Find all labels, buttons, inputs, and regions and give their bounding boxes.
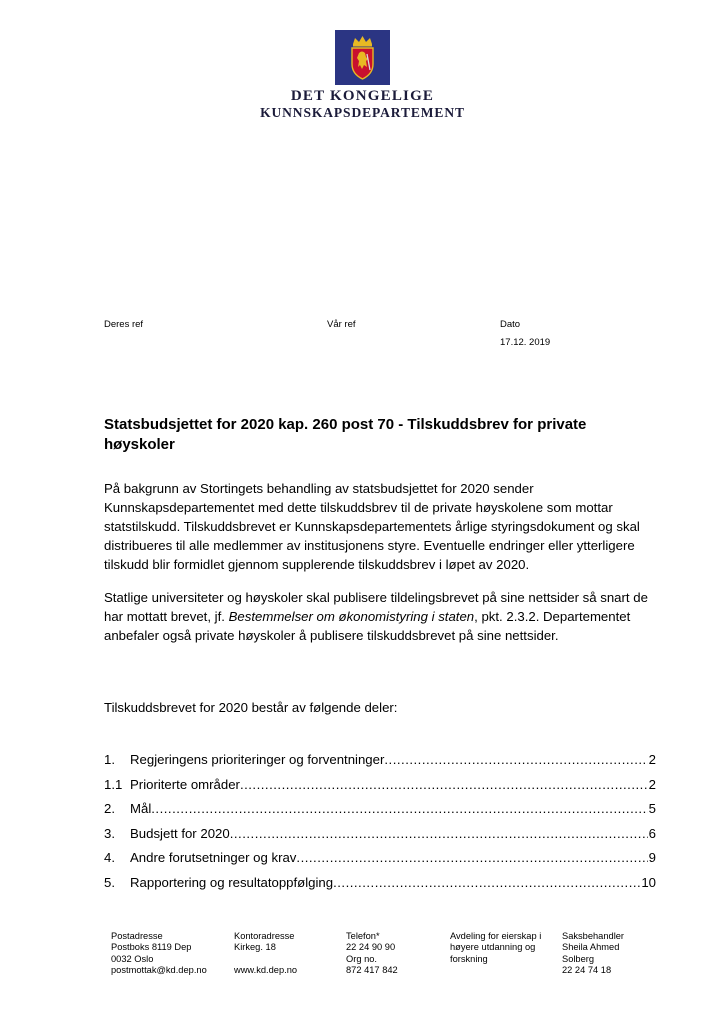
paragraph-publish-reference: Bestemmelser om økonomistyring i staten [228, 609, 475, 624]
footer-line: 872 417 842 [346, 964, 398, 975]
paragraph-publish-part2: , pkt. 2.3.2. Departementet anbefaler også private høyskoler å publisere tilskuddsbrevet på sine nettsider. [104, 609, 631, 643]
toc-entry[interactable] [104, 752, 656, 777]
toc-title: Andre forutsetninger og krav [130, 850, 297, 865]
toc-page: 10 [641, 874, 656, 890]
toc-number: 1. [104, 752, 115, 767]
footer-label: Telefon* [346, 931, 380, 941]
toc-number: 1.1 [104, 776, 123, 792]
paragraph-publish-part1: Statlige universiteter og høyskoler skal publisere tildelingsbrevet på sine nettsider så snart de har mottatt brevet, jf. [104, 590, 648, 624]
paragraph-publish [104, 588, 664, 645]
toc-number: 4. [104, 850, 115, 865]
toc-entry[interactable] [104, 777, 656, 802]
ministry-logo [255, 30, 470, 120]
footer-saksbehandler [562, 931, 624, 976]
footer-line: Avdeling for eierskap i [450, 931, 542, 941]
toc-title: Regjeringens prioriteringer og forventninger [130, 752, 385, 767]
toc-title: Rapportering og resultatoppfølging [130, 874, 334, 890]
footer-telefon [346, 931, 398, 976]
toc-title: Mål [130, 801, 152, 816]
deres-ref-label: Deres ref [104, 319, 144, 330]
toc-entry[interactable] [104, 875, 656, 900]
footer-line: Kirkeg. 18 [234, 942, 276, 953]
footer-label: Postadresse [111, 931, 163, 941]
footer-line: Sheila Ahmed [562, 942, 620, 953]
footer-line: høyere utdanning og [450, 942, 536, 953]
table-of-contents [104, 752, 656, 899]
footer-line: 0032 Oslo [111, 953, 154, 964]
toc-number: 3. [104, 825, 115, 841]
footer-postadresse [111, 931, 207, 976]
toc-leader [230, 826, 648, 841]
toc-number: 2. [104, 801, 115, 816]
toc-title: Budsjett for 2020 [130, 825, 230, 841]
toc-entry[interactable] [104, 801, 656, 826]
toc-entry[interactable] [104, 826, 656, 851]
logo-title-line2: KUNNSKAPSDEPARTEMENT [260, 105, 465, 120]
toc-page: 2 [648, 752, 656, 767]
paragraph-contents-intro: Tilskuddsbrevet for 2020 består av følgende deler: [104, 700, 398, 715]
footer-label: Kontoradresse [234, 931, 295, 941]
toc-leader [333, 875, 640, 890]
toc-entry[interactable] [104, 850, 656, 875]
footer-line: Postboks 8119 Dep [111, 942, 192, 953]
toc-page: 5 [648, 801, 656, 816]
toc-leader [240, 777, 648, 792]
toc-leader [296, 850, 647, 865]
dato-value: 17.12. 2019 [500, 337, 551, 348]
toc-number: 5. [104, 874, 115, 890]
var-ref-label: Vår ref [327, 319, 356, 330]
footer-line [234, 954, 297, 965]
logo-title-line1: DET KONGELIGE [290, 88, 435, 104]
toc-leader [151, 801, 647, 816]
toc-page: 6 [648, 825, 656, 841]
footer-email[interactable]: postmottak@kd.dep.no [111, 964, 207, 975]
footer-line: forskning [450, 953, 488, 964]
toc-leader [384, 752, 647, 767]
footer-line: 22 24 90 90 [346, 942, 396, 953]
toc-title: Prioriterte områder [130, 776, 240, 792]
footer-label: Saksbehandler [562, 931, 625, 941]
footer-kontoradresse [234, 931, 297, 976]
paragraph-intro: På bakgrunn av Stortingets behandling av statsbudsjettet for 2020 sender Kunnskapsdepartementet med dette tilskuddsbrev til de private høyskolene som mottar statstilskudd. Tilskuddsbrevet er Kunnskapsdepartementets årlige styringsdokument og skal distribueres til alle medlemmer av institusjonens styre. Eventuelle endringer eller ytterligere tilskudd blir formidlet gjennom supplerende tilskuddsbrev i løpet av 2020. [104, 481, 640, 572]
footer-line: Solberg [562, 953, 595, 964]
footer-avdeling [450, 931, 541, 965]
dato-label: Dato [500, 319, 521, 330]
toc-page: 9 [648, 850, 656, 865]
footer-line: Org no. [346, 953, 378, 964]
footer-website[interactable]: www.kd.dep.no [234, 964, 298, 975]
toc-page: 2 [648, 776, 656, 792]
footer-line: 22 24 74 18 [562, 964, 612, 975]
royal-crest-icon [335, 30, 390, 85]
letter-title: Statsbudsjettet for 2020 kap. 260 post 70 - Tilskuddsbrev for private høyskoler [104, 416, 587, 453]
